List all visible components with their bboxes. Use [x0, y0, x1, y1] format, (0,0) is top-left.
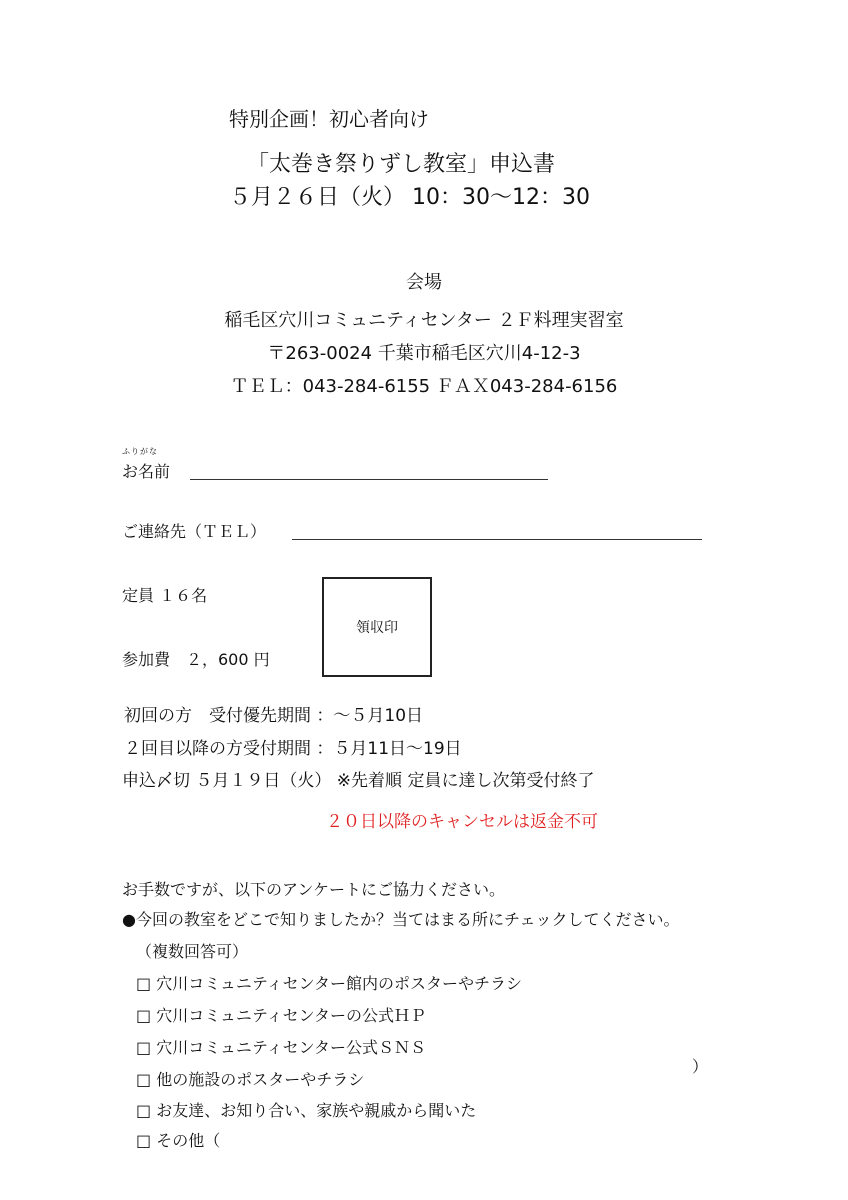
survey-option-other-facility[interactable]: □ 他の施設のポスターやチラシ [136, 1070, 365, 1089]
survey-option-friends[interactable]: □ お友達、お知り合い、家族や親戚から聞いた [136, 1101, 477, 1120]
furigana-label: ふりがな [122, 447, 158, 456]
name-field[interactable] [190, 479, 548, 480]
venue-name: 稲毛区穴川コミュニティセンター ２Ｆ料理実習室 [224, 310, 624, 331]
deadline-text: 申込〆切 ５月１９日（火） ※先着順 定員に達し次第受付終了 [122, 771, 595, 791]
survey-option-website[interactable]: □ 穴川コミュニティセンターの公式ＨＰ [136, 1006, 426, 1025]
cancel-notice: ２０日以降のキャンセルは返金不可 [326, 812, 598, 832]
receipt-stamp-label: 領収印 [356, 620, 398, 636]
subtitle: 特別企画！初心者向け [229, 107, 429, 131]
first-time-period: 初回の方 受付優先期間 ：〜５月10日 [124, 706, 424, 726]
capacity-text: 定員 １６名 [122, 586, 208, 605]
contact-label: ご連絡先（ＴＥＬ） [122, 522, 267, 541]
repeat-period: ２回目以降の方受付期間 ：５月11日〜19日 [124, 739, 462, 759]
survey-option-poster[interactable]: □ 穴川コミュニティセンター館内のポスターやチラシ [136, 974, 522, 993]
survey-option-other[interactable]: □ その他（ [136, 1131, 221, 1150]
contact-field[interactable] [292, 539, 702, 540]
fee-text: 参加費 ２，600 円 [122, 650, 270, 669]
receipt-stamp-box [322, 577, 432, 677]
venue-label: 会場 [406, 272, 442, 293]
other-close-paren: ） [692, 1057, 709, 1076]
survey-question: ●今回の教室をどこで知りましたか？当てはまる所にチェックしてください。 [122, 910, 680, 929]
event-datetime: ５月２６日（火） 10：30〜12：30 [229, 185, 590, 210]
name-label: お名前 [122, 462, 171, 481]
survey-intro: お手数ですが、以下のアンケートにご協力ください。 [122, 880, 506, 899]
page-title: 「太巻き祭りずし教室」申込書 [247, 152, 556, 177]
venue-address: 〒263-0024 千葉市稲毛区穴川4-12-3 [267, 343, 581, 364]
venue-phone-fax: ＴＥＬ：043-284-6155 ＦＡＸ043-284-6156 [230, 376, 618, 397]
survey-multiple-note: （複数回答可） [136, 942, 249, 961]
survey-option-sns[interactable]: □ 穴川コミュニティセンター公式ＳＮＳ [136, 1038, 426, 1057]
